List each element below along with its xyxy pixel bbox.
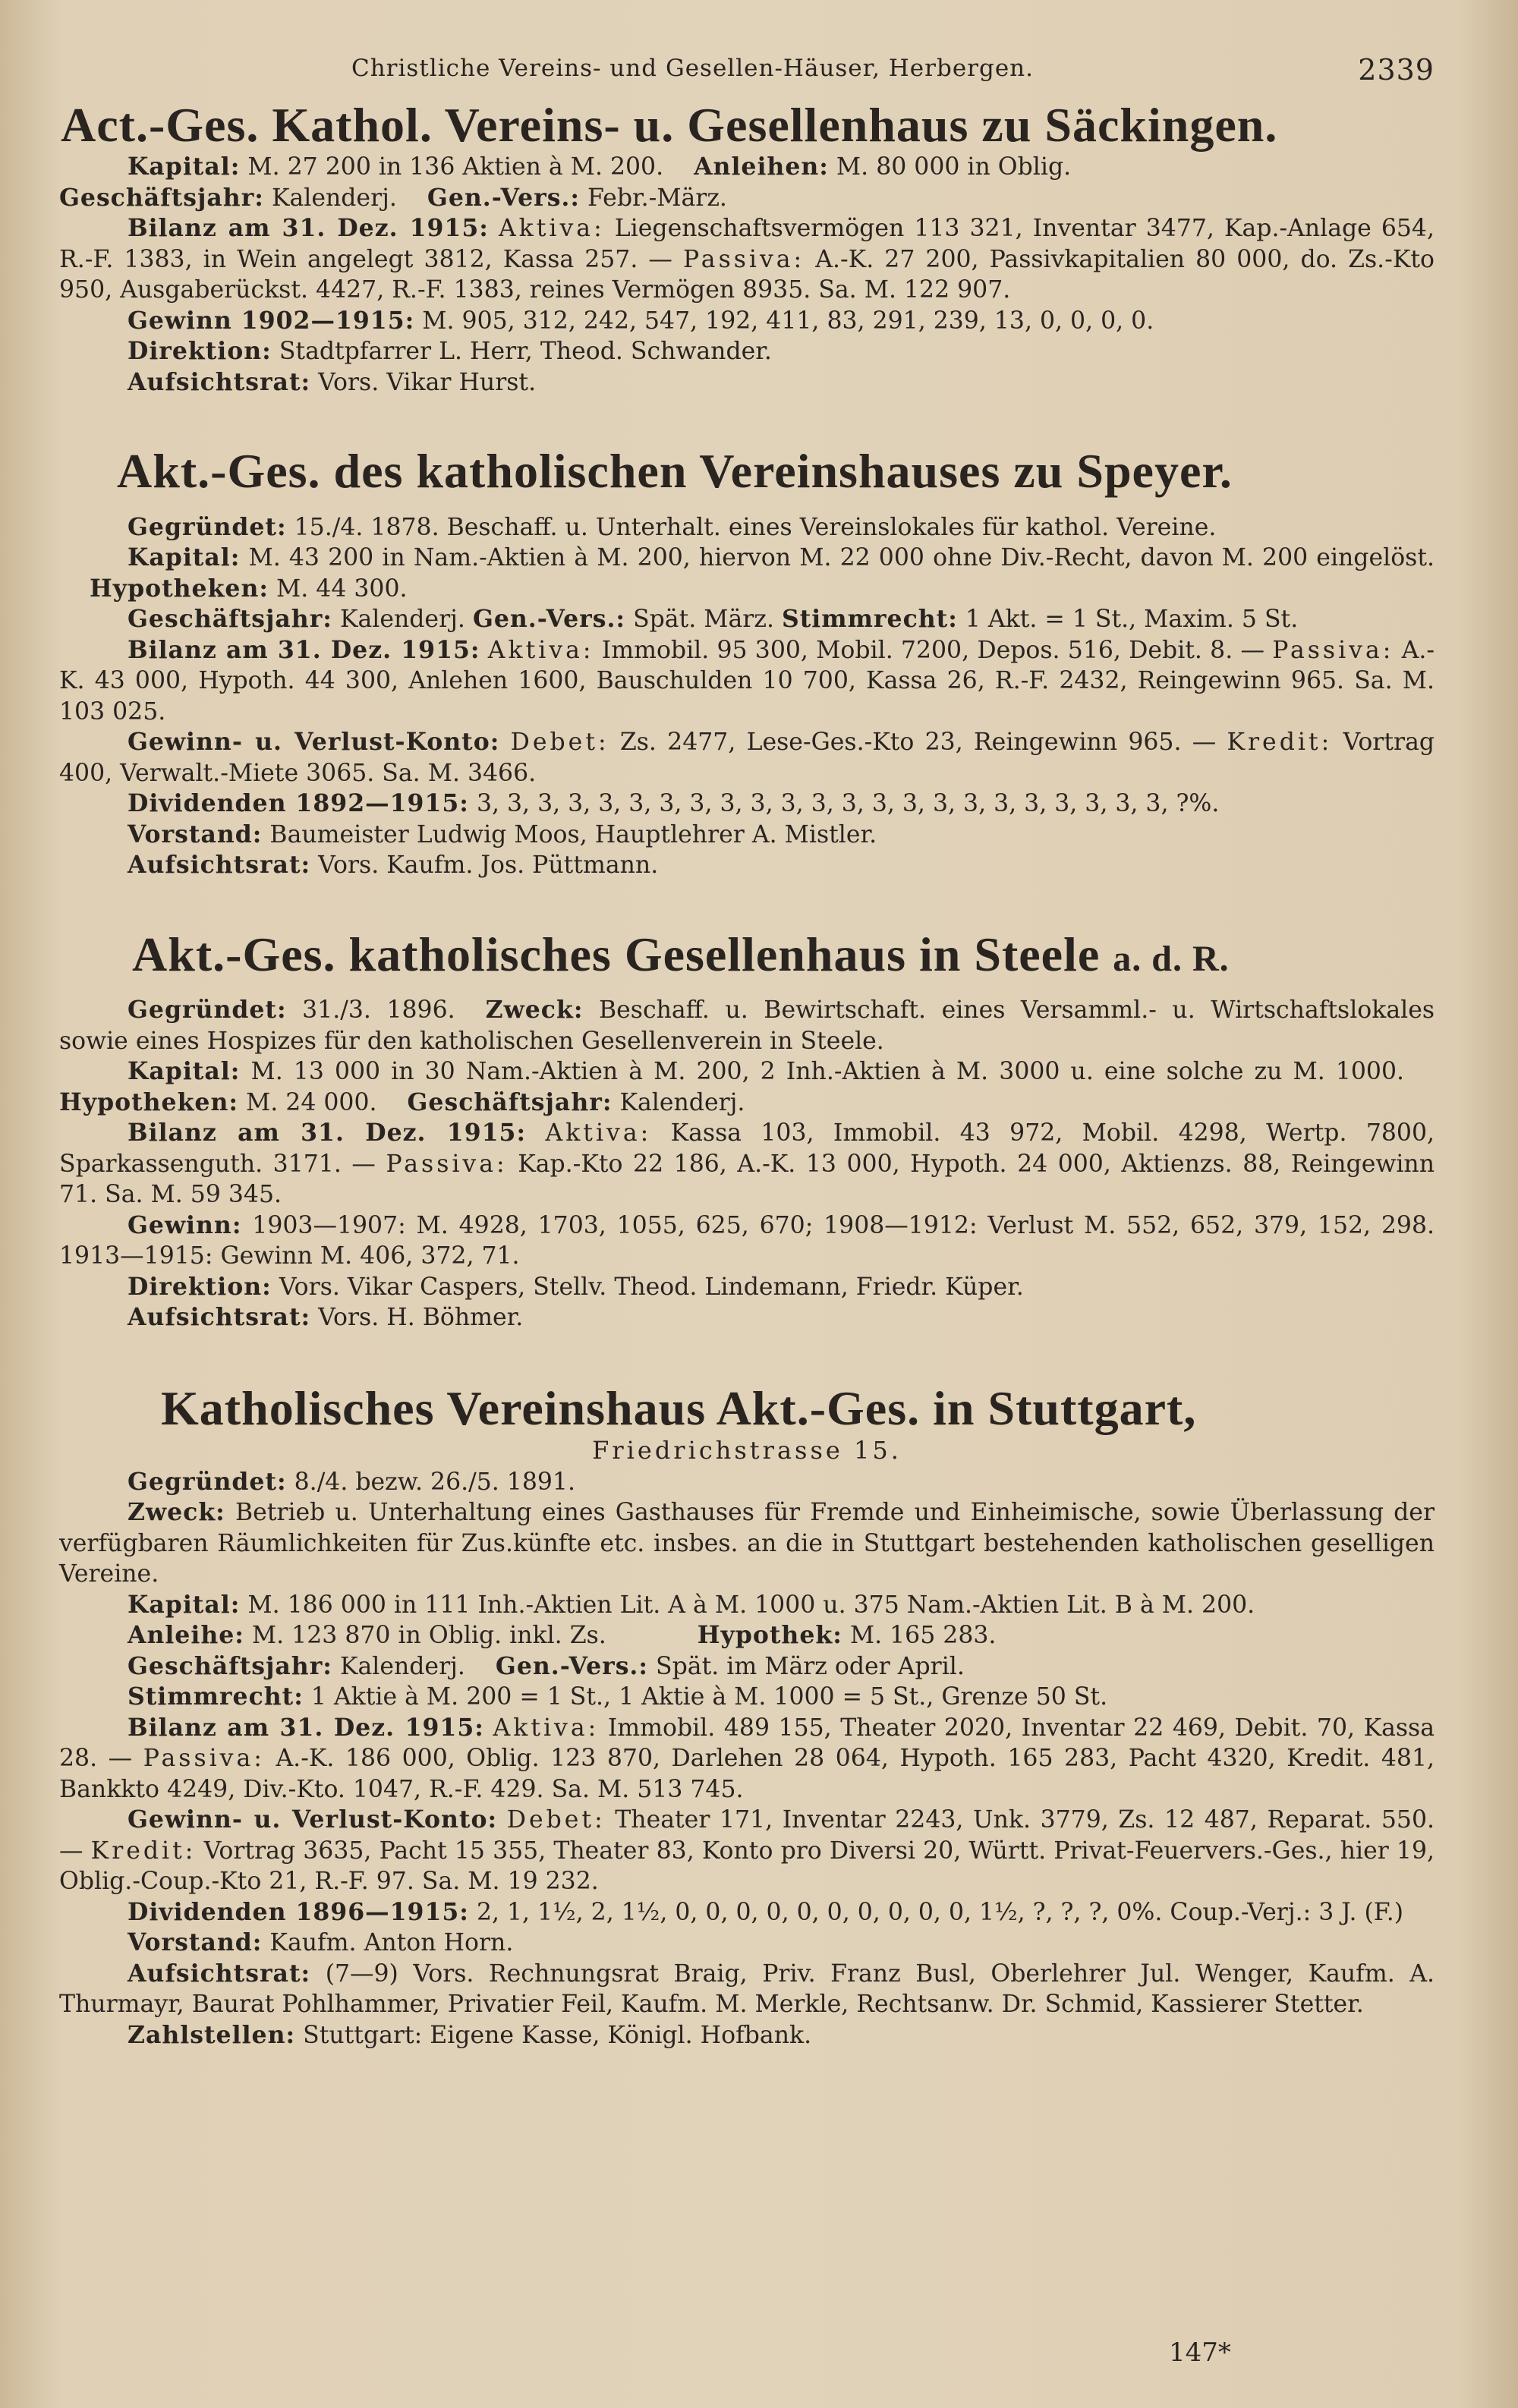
value: Kalenderj. xyxy=(339,1652,465,1680)
gegruendet-line xyxy=(59,1467,1435,1498)
vorstand-line xyxy=(59,1928,1435,1959)
bilanz-paragraph: Bilanz am 31. Dez. 1915: Aktiva: Immobil. 489 155, Theater 2020, Inventar 22 469, Debit. 70, Kassa 28. — Passiva: A.-K. 186 000, Oblig. 123 870, Darlehen 28 064, Hypoth. 165 283, Pacht 4320, Kredit. 481, Bankkto 4249, Div.-Kto. 1047, R.-F. 429. Sa. M. 513 745. xyxy=(59,1713,1435,1803)
aufsichtsrat-line xyxy=(59,850,1435,881)
label: Gewinn: xyxy=(128,1210,242,1239)
label: Kapital: xyxy=(128,1590,241,1619)
dividenden-line xyxy=(59,789,1435,820)
label: Aktiva: xyxy=(498,215,605,243)
kapital-paragraph xyxy=(59,543,1435,604)
value: Liegenschaftsvermögen 113 321, Inventar 3477, Kap.-Anlage 654, R.-F. 1383, in Wein angelegt 3812, Kassa 257. xyxy=(59,215,1435,273)
kapital-line xyxy=(59,1590,1435,1621)
label: Aufsichtsrat: xyxy=(128,851,311,880)
label: Aufsichtsrat: xyxy=(128,1303,311,1332)
value: M. 123 870 in Oblig. inkl. Zs. xyxy=(251,1622,606,1650)
label: Gegründet: xyxy=(128,1467,287,1496)
stimmrecht-line xyxy=(59,1682,1435,1713)
label: Geschäftsjahr: xyxy=(59,183,264,212)
label: Aufsichtsrat: xyxy=(128,367,311,396)
zweck-paragraph xyxy=(59,1497,1435,1590)
value: Kaufm. Anton Horn. xyxy=(269,1929,514,1957)
label: Geschäftsjahr: xyxy=(128,605,332,634)
label: Stimmrecht: xyxy=(782,605,958,634)
label: Coup.-Verj.: xyxy=(1170,1898,1312,1926)
label: Passiva: xyxy=(386,1150,508,1178)
label: Zweck: xyxy=(485,996,584,1025)
value: (7—9) Vors. Rechnungsrat Braig, Priv. Franz Busl, Oberlehrer Jul. Wenger, Kaufm. A. Thurmayr, Baurat Pohlhammer, Privatier Feil, Kaufm. M. Merkle, Rechtsanw. Dr. Schmid, Kassierer Stetter. xyxy=(59,1959,1435,2019)
label: Zweck: xyxy=(128,1498,225,1527)
value: Baumeister Ludwig Moos, Hauptlehrer A. Mistler. xyxy=(269,820,877,848)
gewinn-line xyxy=(59,306,1435,337)
gegruendet-line xyxy=(59,512,1435,543)
value: Kalenderj. xyxy=(339,606,465,634)
label: Debet: xyxy=(510,729,609,757)
value: Immobil. 489 155, Theater 2020, Inventar 22 469, Debit. 70, Kassa 28. xyxy=(59,1714,1435,1773)
value: 1 Akt. = 1 St., Maxim. 5 St. xyxy=(965,606,1299,634)
value: 1 Aktie à M. 200 = 1 St., 1 Aktie à M. 1000 = 5 St., Grenze 50 St. xyxy=(310,1683,1108,1711)
label: Bilanz am 31. Dez. 1915: xyxy=(128,1119,527,1147)
kapital-paragraph xyxy=(59,1056,1435,1118)
value: 15./4. 1878. Beschaff. u. Unterhalt. eines Vereinslokales für kathol. Vereine. xyxy=(294,513,1217,541)
value: 2, 1, 1½, 2, 1½, 0, 0, 0, 0, 0, 0, 0, 0, 0, 0, 1½, ?, ?, ?, 0%. xyxy=(476,1898,1163,1926)
value: Stadtpfarrer L. Herr, Theod. Schwander. xyxy=(279,338,772,366)
label: Bilanz am 31. Dez. 1915: xyxy=(128,1713,484,1742)
label: Hypotheken: xyxy=(59,1088,238,1116)
running-title: Christliche Vereins- und Gesellen-Häuser, Herbergen. xyxy=(351,55,1034,82)
value: M. 80 000 in Oblig. xyxy=(836,153,1072,181)
section-steele xyxy=(59,928,1435,1333)
label: Zahlstellen: xyxy=(128,2020,296,2049)
value: A.-K. 43 000, Hypoth. 44 300, Anlehen 1600, Bauschulden 10 700, Kassa 26, R.-F. 2432, Reingewinn 965. Sa. M. 103 025. xyxy=(59,636,1435,726)
label: Geschäftsjahr: xyxy=(407,1088,613,1116)
label: Aufsichtsrat: xyxy=(128,1959,311,1988)
label: Debet: xyxy=(506,1806,606,1834)
label: Vorstand: xyxy=(128,1928,263,1957)
value: Vors. Kaufm. Jos. Püttmann. xyxy=(318,851,659,880)
section-title xyxy=(132,928,1435,981)
label: Direktion: xyxy=(128,337,272,366)
value: M. 43 200 in Nam.-Aktien à M. 200, hiervon M. 22 000 ohne Div.-Recht, davon M. 200 eingelöst. xyxy=(248,544,1435,572)
geschaeftsjahr-line xyxy=(59,604,1435,635)
bilanz-paragraph: Bilanz am 31. Dez. 1915: Aktiva: Kassa 103, Immobil. 43 972, Mobil. 4298, Wertp. 7800, Sparkassenguth. 3171. — Passiva: Kap.-Kto 22 186, A.-K. 13 000, Hypoth. 24 000, Aktienzs. 88, Reingewinn 71. Sa. M. 59 345. xyxy=(59,1119,1435,1209)
value: M. 186 000 in 111 Inh.-Aktien Lit. A à M. 1000 u. 375 Nam.-Aktien Lit. B à M. 200. xyxy=(247,1591,1255,1619)
label: Dividenden 1896—1915: xyxy=(128,1897,469,1926)
value: M. 13 000 in 30 Nam.-Aktien à M. 200, 2 Inh.-Aktien à M. 3000 u. eine solche zu M. 1000. xyxy=(250,1058,1405,1086)
label: Passiva: xyxy=(1272,636,1394,664)
value: Stuttgart: Eigene Kasse, Königl. Hofbank. xyxy=(303,2021,812,2049)
label: Gen.-Vers.: xyxy=(495,1651,649,1680)
label: Aktiva: xyxy=(487,636,594,664)
label: Gen.-Vers.: xyxy=(472,605,626,634)
label: Direktion: xyxy=(128,1272,272,1301)
label: Kredit: xyxy=(90,1837,197,1865)
label: Kapital: xyxy=(128,153,241,181)
label: Passiva: xyxy=(683,245,805,273)
section-saeckingen xyxy=(59,99,1435,398)
geschaeftsjahr-line xyxy=(59,1651,1435,1682)
section-title: Katholisches Vereinshaus Akt.-Ges. in Stuttgart, xyxy=(161,1380,1197,1435)
value: 1903—1907: M. 4928, 1703, 1055, 625, 670; 1908—1912: Verlust M. 552, 652, 379, 152, 298. 1913—1915: Gewinn M. 406, 372, 71. xyxy=(59,1211,1435,1270)
label: Gegründet: xyxy=(128,996,287,1025)
value: Kalenderj. xyxy=(271,184,397,212)
guv-paragraph: Gewinn- u. Verlust-Konto: Debet: Zs. 2477, Lese-Ges.-Kto 23, Reingewinn 965. — Kredit: Vortrag 400, Verwalt.-Miete 3065. Sa. M. 3466. xyxy=(59,728,1435,787)
label: Kapital: xyxy=(128,543,241,572)
gewinn-paragraph xyxy=(59,1210,1435,1272)
label: Geschäftsjahr: xyxy=(128,1651,332,1680)
label: Passiva: xyxy=(143,1745,265,1773)
value: Febr.-März. xyxy=(587,184,727,212)
label: Vorstand: xyxy=(128,820,263,848)
value: A.-K. 27 200, Passivkapitalien 80 000, do. Zs.-Kto 950, Ausgaberückst. 4427, R.-F. 1383, reines Vermögen 8935. Sa. M. 122 907. xyxy=(59,245,1435,304)
label: Gewinn- u. Verlust-Konto: xyxy=(128,1805,498,1834)
value: Vortrag 3635, Pacht 15 355, Theater 83, Konto pro Diversi 20, Württ. Privat-Feuervers.-Ges., hier 19, Oblig.-Coup.-Kto 21, R.-F. 97. Sa. M. 19 232. xyxy=(59,1837,1435,1896)
value: M. 27 200 in 136 Aktien à M. 200. xyxy=(247,153,664,181)
section-title: Act.-Ges. Kathol. Vereins- u. Gesellenhaus zu Säckingen. xyxy=(61,98,1278,152)
value: M. 905, 312, 242, 547, 192, 411, 83, 291, 239, 13, 0, 0, 0, 0. xyxy=(422,307,1154,335)
label: Hypothek: xyxy=(697,1621,842,1650)
bilanz-paragraph: Bilanz am 31. Dez. 1915: Aktiva: Liegenschaftsvermögen 113 321, Inventar 3477, Kap.-Anlage 654, R.-F. 1383, in Wein angelegt 3812, Kassa 257. — Passiva: A.-K. 27 200, Passivkapitalien 80 000, do. Zs.-Kto 950, Ausgaberückst. 4427, R.-F. 1383, reines Vermögen 8935. Sa. M. 122 907. xyxy=(59,214,1435,304)
aufsichtsrat-paragraph xyxy=(59,1959,1435,2020)
value: M. 165 283. xyxy=(849,1622,997,1650)
value: M. 44 300. xyxy=(276,574,408,603)
anleihe-line xyxy=(59,1620,1435,1651)
value: Betrieb u. Unterhaltung eines Gasthauses für Fremde und Einheimische, sowie Überlassung der verfügbaren Räumlichkeiten für Zus.künfte etc. insbes. an die in Stuttgart bestehenden katholischen geselligen Vereine. xyxy=(59,1499,1435,1588)
label: Anleihen: xyxy=(694,153,829,181)
value: A.-K. 186 000, Oblig. 123 870, Darlehen 28 064, Hypoth. 165 283, Pacht 4320, Kredit. 481, Bankkto 4249, Div.-Kto. 1047, R.-F. 429. Sa. M. 513 745. xyxy=(59,1745,1435,1803)
guv-paragraph: Gewinn- u. Verlust-Konto: Debet: Theater 171, Inventar 2243, Unk. 3779, Zs. 12 487, Reparat. 550. — Kredit: Vortrag 3635, Pacht 15 355, Theater 83, Konto pro Diversi 20, Württ. Privat-Feuervers.-Ges., hier 19, Oblig.-Coup.-Kto 21, R.-F. 97. Sa. M. 19 232. xyxy=(59,1805,1435,1896)
value: Vors. Vikar Caspers, Stellv. Theod. Lindemann, Friedr. Küper. xyxy=(279,1273,1024,1301)
value: Vors. H. Böhmer. xyxy=(318,1304,524,1332)
title-tail: a. d. R. xyxy=(1113,938,1230,979)
vorstand-line xyxy=(59,820,1435,851)
kapital-line xyxy=(59,152,1435,213)
section-speyer xyxy=(59,445,1435,880)
gegruendet-paragraph xyxy=(59,995,1435,1056)
label: Gewinn 1902—1915: xyxy=(128,306,415,335)
value: 31./3. 1896. xyxy=(302,996,455,1025)
label: Gewinn- u. Verlust-Konto: xyxy=(128,728,500,757)
label: Gen.-Vers.: xyxy=(427,183,581,212)
aufsichtsrat-line xyxy=(59,1302,1435,1333)
direktion-line xyxy=(59,1272,1435,1303)
title-main: Akt.-Ges. katholisches Gesellenhaus in Steele xyxy=(132,927,1101,981)
value: Immobil. 95 300, Mobil. 7200, Depos. 516, Debit. 8. xyxy=(601,636,1233,664)
running-head xyxy=(59,46,1435,99)
label: Bilanz am 31. Dez. 1915: xyxy=(128,635,480,664)
value: Kalenderj. xyxy=(619,1088,745,1116)
dividenden-paragraph xyxy=(59,1897,1435,1928)
value: Zs. 2477, Lese-Ges.-Kto 23, Reingewinn 965. xyxy=(619,729,1182,757)
value: Spät. im März oder April. xyxy=(656,1652,965,1680)
label: Hypotheken: xyxy=(90,574,269,603)
direktion-line xyxy=(59,336,1435,367)
value: M. 24 000. xyxy=(246,1088,377,1116)
section-title: Akt.-Ges. des katholischen Vereinshauses zu Speyer. xyxy=(117,444,1233,499)
value: 3 J. (F.) xyxy=(1318,1898,1404,1926)
label: Dividenden 1892—1915: xyxy=(128,789,469,818)
label: Kredit: xyxy=(1227,729,1333,757)
value: 3, 3, 3, 3, 3, 3, 3, 3, 3, 3, 3, 3, 3, 3, 3, 3, 3, 3, 3, 3, 3, 3, 3, ?%. xyxy=(476,790,1220,818)
label: Bilanz am 31. Dez. 1915: xyxy=(128,214,489,243)
label: Gegründet: xyxy=(128,512,287,541)
label: Aktiva: xyxy=(493,1714,600,1742)
value: Vors. Vikar Hurst. xyxy=(318,368,537,396)
value: Beschaff. u. Bewirtschaft. eines Versamml.- u. Wirtschaftslokales sowie eines Hospizes für den katholischen Gesellenverein in Steele. xyxy=(59,996,1435,1055)
value: 8./4. bezw. 26./5. 1891. xyxy=(294,1468,575,1496)
value: Kap.-Kto 22 186, A.-K. 13 000, Hypoth. 24 000, Aktienzs. 88, Reingewinn 71. Sa. M. 59 345. xyxy=(59,1150,1435,1209)
label: Stimmrecht: xyxy=(128,1682,304,1711)
label: Anleihe: xyxy=(128,1621,244,1650)
label: Aktiva: xyxy=(545,1119,652,1147)
bilanz-paragraph: Bilanz am 31. Dez. 1915: Aktiva: Immobil. 95 300, Mobil. 7200, Depos. 516, Debit. 8. — Passiva: A.-K. 43 000, Hypoth. 44 300, Anlehen 1600, Bauschulden 10 700, Kassa 26, R.-F. 2432, Reingewinn 965. Sa. M. 103 025. xyxy=(59,635,1435,726)
value: Kassa 103, Immobil. 43 972, Mobil. 4298, Wertp. 7800, Sparkassenguth. 3171. xyxy=(59,1119,1435,1178)
aufsichtsrat-line xyxy=(59,367,1435,398)
label: Kapital: xyxy=(128,1057,241,1086)
zahlstellen-line xyxy=(59,2020,1435,2051)
signature-mark: 147* xyxy=(1169,2337,1231,2368)
page-number: 2339 xyxy=(1358,53,1435,87)
section-subtitle: Friedrichstrasse 15. xyxy=(592,1436,902,1465)
value: Theater 171, Inventar 2243, Unk. 3779, Zs. 12 487, Reparat. 550. xyxy=(615,1806,1435,1834)
section-stuttgart xyxy=(59,1382,1435,2051)
value: Vortrag 400, Verwalt.-Miete 3065. Sa. M. 3466. xyxy=(59,729,1435,787)
value: Spät. März. xyxy=(633,606,774,634)
